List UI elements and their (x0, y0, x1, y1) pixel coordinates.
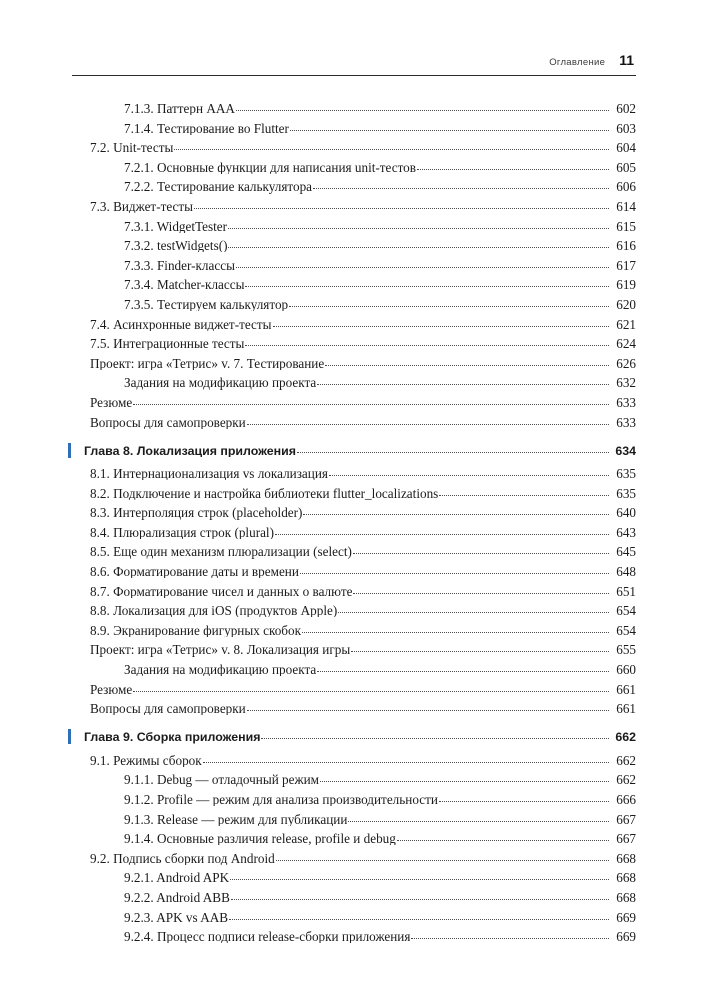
toc-dot-leader (276, 860, 609, 861)
toc-entry-row[interactable] (72, 376, 636, 389)
toc-dot-leader (275, 534, 609, 535)
toc-entry-label: 9.2.4. Процесс подписи release-сборки приложения (124, 930, 411, 944)
toc-entry-row[interactable] (72, 832, 636, 845)
toc-page-number: 603 (616, 120, 636, 136)
toc-entry-row[interactable] (72, 396, 636, 409)
toc-entry-label: 8.9. Экранирование фигурных скобок (90, 623, 302, 638)
toc-entry-label: 7.3. Виджет-тесты (90, 199, 194, 214)
toc-entry-row[interactable] (72, 871, 636, 884)
toc-entry-row[interactable] (72, 773, 636, 786)
toc-entry-label: 7.4. Асинхронные виджет-тесты (90, 317, 272, 331)
toc-entry-label: 9.1.4. Основные различия release, profile и debug (124, 832, 396, 846)
toc-dot-leader (439, 801, 609, 802)
toc-dot-leader (317, 384, 609, 385)
toc-entry-label: 7.2.2. Тестирование калькулятора (124, 180, 313, 194)
toc-page-number: 669 (616, 929, 636, 945)
toc-entry-label: 9.2. Подпись сборки под Android (90, 851, 275, 866)
toc-entry-row[interactable] (72, 585, 636, 598)
toc-page-number: 654 (616, 603, 636, 619)
toc-dot-leader (245, 286, 609, 287)
toc-entry-row[interactable] (72, 416, 636, 429)
toc-entry-row[interactable] (72, 337, 636, 350)
page-header (72, 52, 636, 68)
toc-entry-row[interactable] (72, 180, 636, 193)
toc-entry-label: 7.3.5. Тестируем калькулятор (124, 297, 289, 312)
toc-dot-leader (411, 938, 609, 939)
toc-dot-leader (231, 899, 609, 900)
toc-dot-leader (417, 169, 609, 170)
toc-entry-label: 7.3.1. WidgetTester (124, 219, 228, 233)
toc-dot-leader (439, 495, 609, 496)
header-page-number: 11 (619, 52, 634, 68)
toc-entry-label: 8.2. Подключение и настройка библиотеки flutter_localizations (90, 486, 439, 500)
toc-page-number: 655 (616, 642, 636, 658)
toc-page-number: 645 (616, 544, 636, 560)
toc-page-number: 668 (616, 890, 636, 905)
toc-dot-leader (228, 247, 609, 248)
toc-entry-row[interactable] (72, 545, 636, 558)
toc-entry-label: Задания на модификацию проекта (124, 376, 317, 390)
toc-entry-label: Вопросы для самопроверки (90, 702, 246, 716)
toc-entry-label: 8.5. Еще один механизм плюрализации (select) (90, 545, 352, 559)
toc-entry-label: 9.2.3. APK vs AAB (124, 910, 229, 924)
toc-page-number: 662 (616, 752, 636, 768)
toc-page-number: 633 (616, 414, 636, 430)
toc-page-number: 668 (616, 870, 636, 886)
toc-page-number: 620 (616, 296, 636, 312)
toc-entry-row[interactable] (72, 467, 636, 480)
toc-entry-row[interactable] (72, 278, 636, 291)
toc-page-number: 651 (616, 583, 636, 599)
toc-entry-label: Резюме (90, 395, 133, 410)
toc-dot-leader (203, 762, 609, 763)
toc-page-number: 661 (616, 701, 636, 717)
toc-page-number: 621 (616, 316, 636, 332)
toc-dot-leader (338, 612, 609, 613)
toc-entry-row[interactable] (72, 357, 636, 370)
chapter-accent-bar (68, 443, 71, 458)
toc-entry-row[interactable] (72, 891, 636, 904)
toc-entry-label: 8.3. Интерполяция строк (placeholder) (90, 506, 303, 520)
toc-entry-row[interactable] (72, 141, 636, 154)
toc-dot-leader (303, 514, 609, 515)
toc-entry-row[interactable] (72, 220, 636, 233)
toc-dot-leader (229, 919, 609, 920)
toc-page-number: 614 (616, 198, 636, 214)
toc-page-number: 619 (616, 277, 636, 293)
toc-entry-row[interactable] (72, 161, 636, 174)
toc-entry-row[interactable] (72, 754, 636, 767)
toc-entry-row[interactable] (72, 526, 636, 539)
toc-entry-label: Задания на модификацию проекта (124, 663, 317, 677)
toc-entry-row[interactable] (72, 565, 636, 578)
toc-chapter-row[interactable] (72, 445, 636, 457)
toc-page-number: 604 (616, 140, 636, 156)
toc-entry-label: 7.1.3. Паттерн AAA (124, 102, 235, 116)
toc-entry-label: 7.3.3. Finder-классы (124, 258, 235, 272)
toc-entry-row[interactable] (72, 852, 636, 865)
toc-entry-label: Резюме (90, 682, 133, 696)
toc-entry-label: 9.2.1. Android APK (124, 871, 230, 885)
toc-page-number: 602 (616, 101, 636, 116)
toc-entry-row[interactable] (72, 683, 636, 696)
toc-entry-row[interactable] (72, 793, 636, 806)
toc-entry-label: 8.4. Плюрализация строк (plural) (90, 525, 274, 540)
toc-entry-row[interactable] (72, 239, 636, 252)
toc-dot-leader (353, 593, 609, 594)
toc-entry-row[interactable] (72, 911, 636, 924)
toc-page-number: 633 (616, 394, 636, 410)
header-title: Оглавление (549, 57, 606, 68)
toc-page-number: 624 (616, 336, 636, 352)
toc-entry-label: 9.1.2. Profile — режим для анализа производительности (124, 793, 438, 807)
toc-chapter-row[interactable] (72, 731, 636, 743)
toc-page-number: 635 (616, 485, 636, 501)
toc-page-number: 648 (616, 564, 636, 580)
toc-dot-leader (329, 475, 609, 476)
table-of-contents (72, 102, 636, 943)
toc-entry-label: 7.2. Unit-тесты (90, 141, 174, 155)
toc-dot-leader (289, 306, 609, 307)
toc-entry-label: 8.8. Локализация для iOS (продуктов Apple) (90, 604, 338, 618)
toc-entry-label: 8.1. Интернационализация vs локализация (90, 467, 328, 481)
toc-page-number: 662 (615, 730, 636, 745)
toc-dot-leader (194, 208, 609, 209)
toc-dot-leader (273, 326, 609, 327)
toc-dot-leader (302, 632, 609, 633)
toc-page-number: 606 (616, 179, 636, 195)
toc-entry-label: Вопросы для самопроверки (90, 415, 246, 429)
toc-dot-leader (397, 840, 609, 841)
toc-entry-row[interactable] (72, 122, 636, 135)
toc-page-number: 626 (616, 355, 636, 371)
toc-page-number: 615 (616, 218, 636, 234)
toc-dot-leader (133, 691, 609, 692)
toc-entry-row[interactable] (72, 102, 636, 115)
toc-entry-row[interactable] (72, 200, 636, 213)
toc-dot-leader (348, 821, 609, 822)
toc-entry-row[interactable] (72, 663, 636, 676)
toc-page-number: 669 (616, 909, 636, 925)
toc-page-number: 617 (616, 257, 636, 273)
toc-entry-label: 8.7. Форматирование чисел и данных о валюте (90, 584, 353, 598)
toc-dot-leader (351, 651, 609, 652)
toc-entry-row[interactable] (72, 604, 636, 617)
toc-entry-row[interactable] (72, 487, 636, 500)
header-divider (72, 75, 636, 76)
toc-dot-leader (313, 188, 609, 189)
toc-page-number: 632 (616, 375, 636, 391)
toc-entry-row[interactable] (72, 643, 636, 656)
toc-page-number: 605 (616, 159, 636, 175)
toc-entry-row[interactable] (72, 318, 636, 331)
toc-dot-leader (228, 228, 609, 229)
toc-dot-leader (297, 452, 609, 453)
toc-entry-row[interactable] (72, 259, 636, 272)
toc-dot-leader (174, 149, 609, 150)
toc-dot-leader (247, 710, 609, 711)
toc-page-number: 666 (616, 792, 636, 808)
toc-page-number: 661 (616, 681, 636, 697)
toc-entry-label: 9.1.3. Release — режим для публикации (124, 812, 348, 826)
toc-entry-row[interactable] (72, 624, 636, 637)
toc-dot-leader (290, 130, 609, 131)
toc-entry-row[interactable] (72, 298, 636, 311)
toc-entry-row[interactable] (72, 813, 636, 826)
toc-page-number: 667 (616, 811, 636, 827)
toc-page-number: 662 (616, 772, 636, 788)
toc-page-number: 634 (615, 443, 636, 458)
toc-entry-label: Проект: игра «Тетрис» v. 8. Локализация игры (90, 643, 351, 657)
toc-dot-leader (245, 345, 609, 346)
toc-entry-label: 7.1.4. Тестирование во Flutter (124, 121, 289, 135)
toc-page-number: 643 (616, 524, 636, 540)
toc-entry-row[interactable] (72, 702, 636, 715)
toc-dot-leader (230, 879, 609, 880)
toc-entry-row[interactable] (72, 930, 636, 943)
toc-entry-label: 7.2.1. Основные функции для написания unit-тестов (124, 160, 416, 174)
toc-entry-label: 7.3.4. Matcher-классы (124, 278, 245, 292)
toc-dot-leader (325, 365, 609, 366)
toc-dot-leader (133, 404, 609, 405)
toc-entry-label: 9.1. Режимы сборок (90, 753, 202, 768)
toc-entry-label: 7.3.2. testWidgets() (124, 239, 228, 253)
toc-dot-leader (320, 781, 609, 782)
toc-page-number: 668 (616, 850, 636, 866)
toc-page-number: 635 (616, 466, 636, 482)
toc-entry-label: 7.5. Интеграционные тесты (90, 337, 245, 351)
toc-dot-leader (236, 267, 609, 268)
toc-dot-leader (300, 573, 609, 574)
toc-entry-row[interactable] (72, 506, 636, 519)
toc-page-number: 640 (616, 505, 636, 521)
toc-entry-label: 8.6. Форматирование даты и времени (90, 565, 299, 579)
toc-entry-label: Глава 8. Локализация приложения (84, 444, 296, 458)
toc-page-number: 660 (616, 662, 636, 678)
chapter-accent-bar (68, 729, 71, 744)
toc-entry-label: Проект: игра «Тетрис» v. 7. Тестирование (90, 356, 325, 370)
toc-page-number: 616 (616, 238, 636, 254)
toc-page-number: 654 (616, 622, 636, 638)
toc-dot-leader (247, 424, 609, 425)
toc-page-number: 667 (616, 831, 636, 847)
toc-dot-leader (353, 553, 609, 554)
toc-entry-label: 9.2.2. Android ABB (124, 891, 230, 905)
toc-dot-leader (236, 110, 609, 111)
toc-dot-leader (317, 671, 609, 672)
toc-entry-label: 9.1.1. Debug — отладочный режим (124, 773, 320, 787)
toc-entry-label: Глава 9. Сборка приложения (84, 731, 261, 744)
toc-dot-leader (261, 738, 609, 739)
